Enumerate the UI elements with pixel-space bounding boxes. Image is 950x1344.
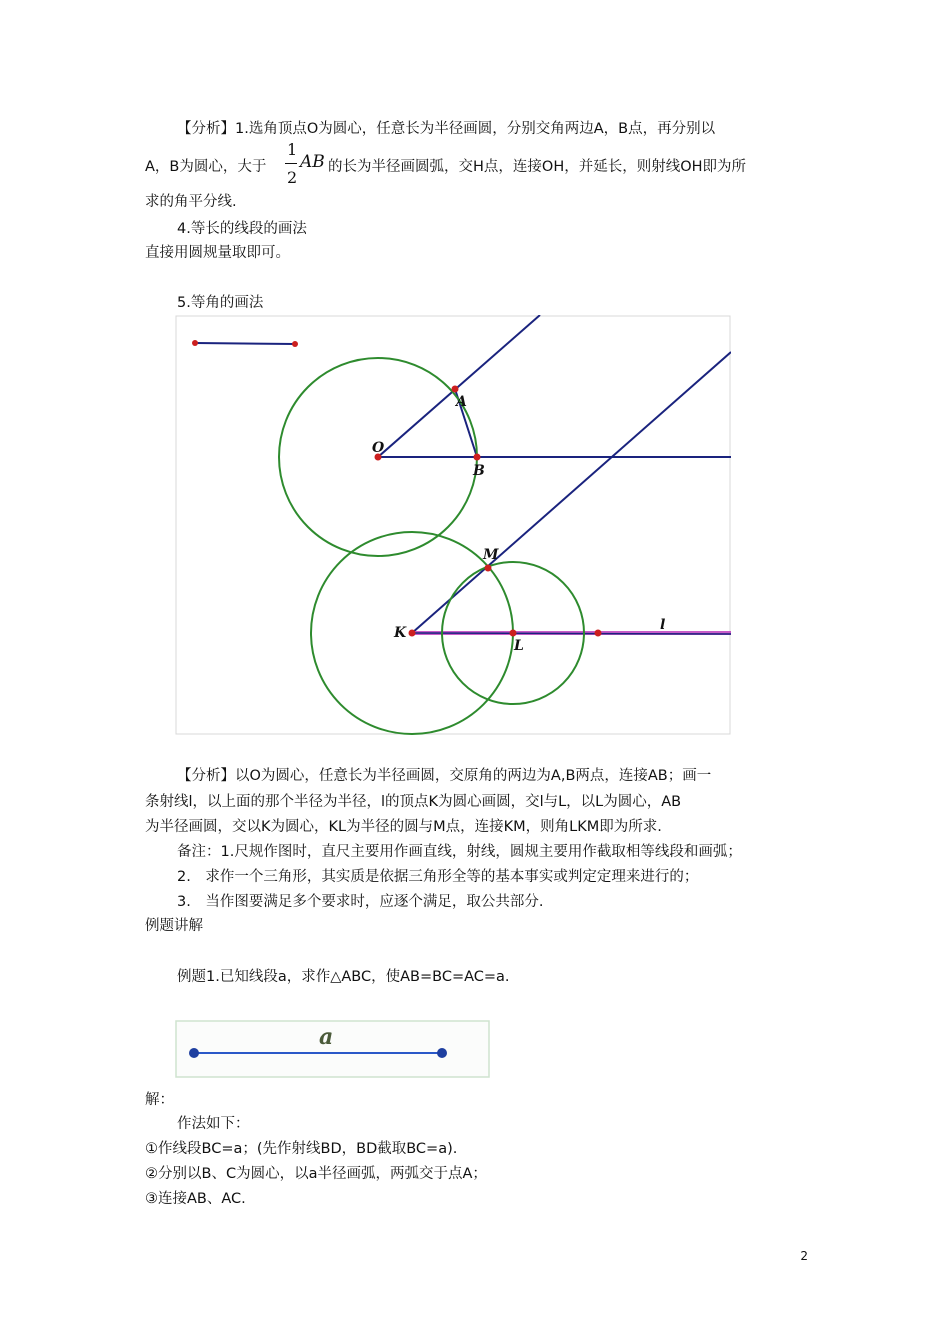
label-A: A: [456, 394, 467, 410]
section5-title: 5.等角的画法: [177, 295, 264, 311]
fraction-numerator: 1: [287, 140, 298, 159]
fraction-denominator: 2: [287, 168, 298, 187]
page-number: 2: [800, 1249, 808, 1263]
fraction-bar: [285, 163, 297, 164]
label-K: K: [394, 625, 407, 641]
note-3: 3. 当作图要满足多个要求时，应逐个满足，取公共部分.: [177, 894, 544, 910]
analysis2-line2: 条射线l，以上面的那个半径为半径，l的顶点K为圆心画圆，交l与L，以L为圆心，AB: [145, 794, 682, 810]
section4-title: 4.等长的线段的画法: [177, 221, 307, 237]
step-2: ②分别以B、C为圆心，以a半径画弧，两弧交于点A；: [145, 1166, 487, 1182]
note-2: 2. 求作一个三角形，其实质是依据三角形全等的基本事实或判定定理来进行的；: [177, 869, 699, 885]
method-label: 作法如下：: [177, 1116, 250, 1132]
label-B: B: [473, 463, 485, 479]
label-a: a: [319, 1024, 334, 1050]
section4-body: 直接用圆规量取即可。: [145, 245, 290, 261]
label-l: l: [660, 617, 666, 633]
note-1: 备注：1.尺规作图时，直尺主要用作画直线，射线，圆规主要用作截取相等线段和画弧；: [177, 844, 742, 860]
label-L: L: [514, 638, 524, 654]
analysis1-line2a: A，B为圆心，大于: [145, 159, 267, 175]
example-problem: 例题1.已知线段a，求作△ABC，使AB=BC=AC=a.: [177, 969, 510, 985]
fraction-variable: AB: [300, 152, 325, 172]
segment-a-figure: [175, 1020, 491, 1078]
label-M: M: [483, 547, 499, 563]
analysis2-line1: 【分析】以O为圆心，任意长为半径画圆，交原角的两边为A,B两点，连接AB；画一: [177, 768, 712, 784]
step-3: ③连接AB、AC.: [145, 1191, 246, 1207]
equal-angle-figure: [175, 315, 731, 735]
label-O: O: [372, 440, 385, 456]
analysis2-line3: 为半径画圆，交以K为圆心，KL为半径的圆与M点，连接KM，则角LKM即为所求.: [145, 819, 662, 835]
analysis1-line1: 【分析】1.选角顶点O为圆心，任意长为半径画圆，分别交角两边A，B点，再分别以: [177, 121, 716, 137]
example-heading: 例题讲解: [145, 918, 203, 934]
step-1: ①作线段BC=a；(先作射线BD，BD截取BC=a).: [145, 1141, 458, 1157]
solution-label: 解：: [145, 1092, 174, 1108]
analysis1-line3: 求的角平分线.: [145, 194, 237, 210]
analysis1-line2b: 的长为半径画圆弧，交H点，连接OH，并延长，则射线OH即为所: [328, 159, 747, 175]
